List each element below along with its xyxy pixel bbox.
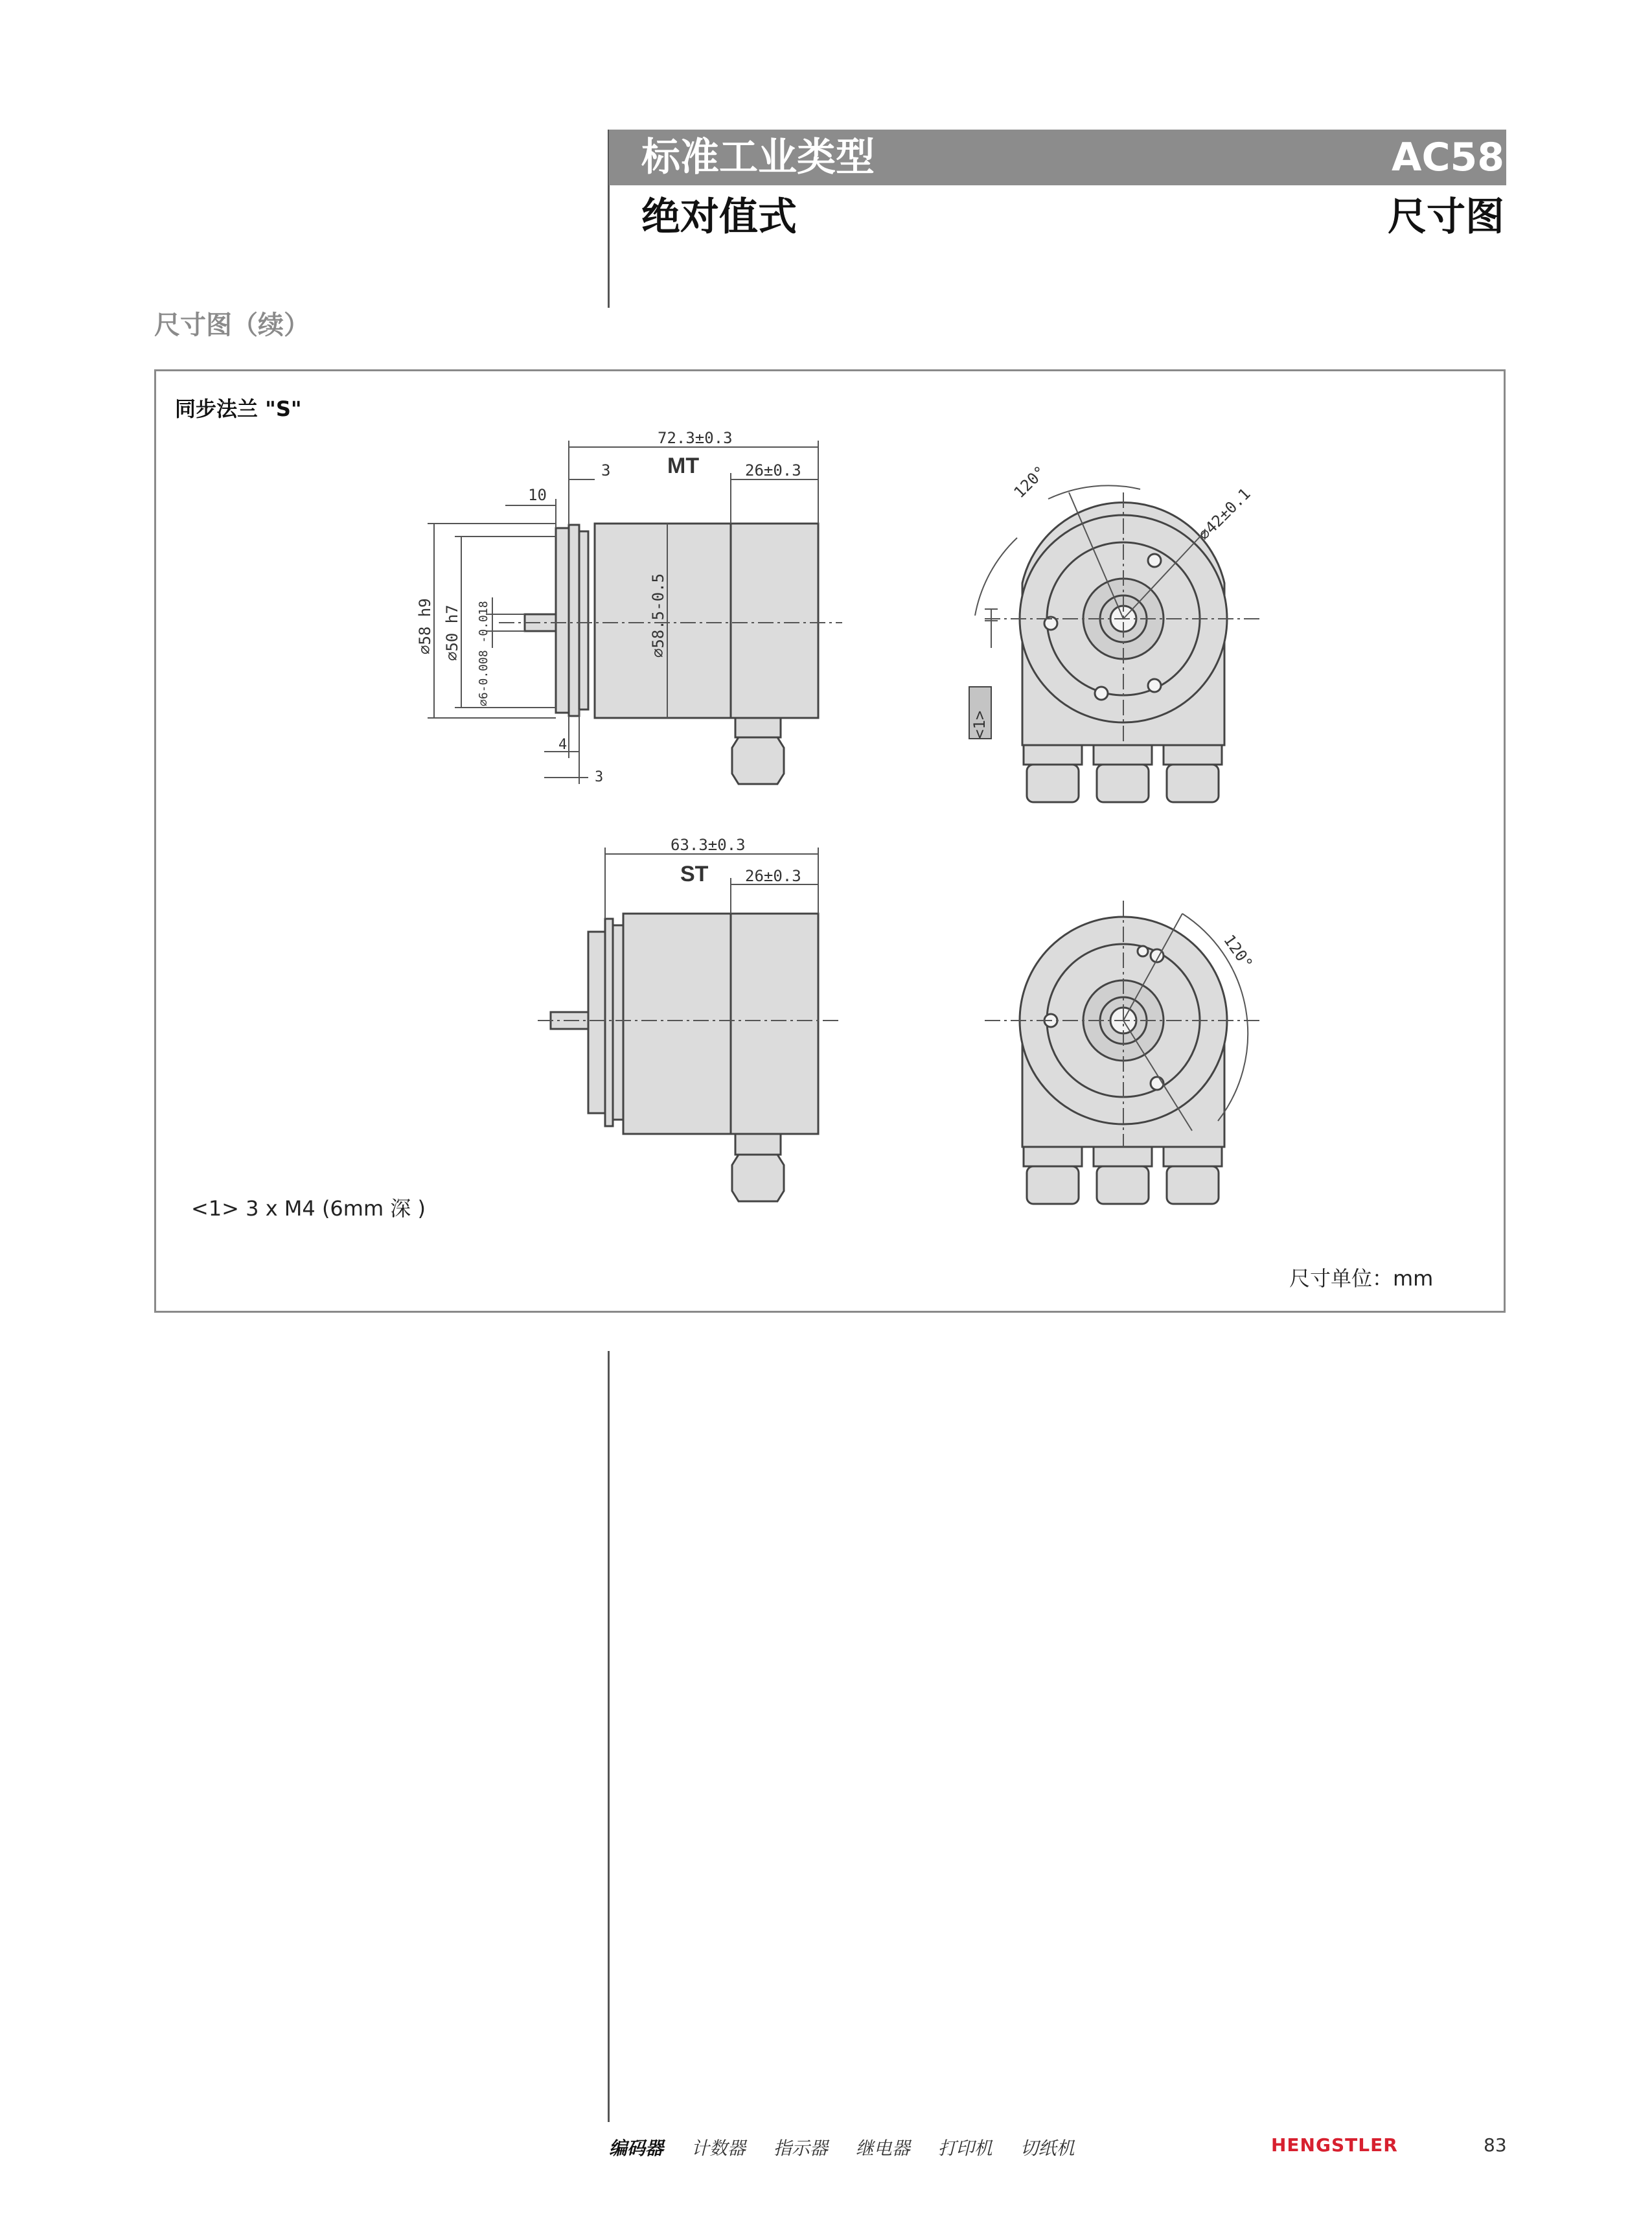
section-title: 尺寸图（续） <box>154 310 310 340</box>
front-ref-label: <1> <box>970 710 989 739</box>
mt-step4-label: 4 <box>558 737 568 753</box>
mt-step3-label: 3 <box>595 769 604 785</box>
footer-link-indicator[interactable]: 指示器 <box>773 2138 828 2159</box>
figure-title: 同步法兰 "S" <box>175 397 302 421</box>
mt-dia-shaft-label: ⌀6-0.008 -0.018 <box>477 601 490 706</box>
st-length-label: 63.3±0.3 <box>671 836 746 854</box>
footer-link-relay[interactable]: 继电器 <box>855 2138 910 2159</box>
mt-variant-label: MT <box>667 454 700 478</box>
mt-gap-label: 3 <box>601 461 611 479</box>
mt-length-label: 72.3±0.3 <box>658 429 733 447</box>
mt-dia-flange-label: ⌀58 h9 <box>416 598 434 654</box>
st-cap-label: 26±0.3 <box>745 867 801 885</box>
mt-shaft-len-label: 10 <box>528 486 547 504</box>
front-pcd-label: ⌀42±0.1 <box>1195 484 1254 544</box>
brand-logo: HENGSTLER <box>1271 2134 1398 2156</box>
mt-cap-label: 26±0.3 <box>745 461 801 479</box>
footer-link-counter[interactable]: 计数器 <box>691 2138 746 2159</box>
footer-link-printer[interactable]: 打印机 <box>937 2138 992 2159</box>
footer-link-encoder[interactable]: 编码器 <box>609 2138 664 2159</box>
mt-dia-body-label: ⌀58.5-0.5 <box>649 573 667 658</box>
footnote-thread: <1> 3 x M4 (6mm 深 ) <box>191 1196 426 1221</box>
footer-nav <box>609 2134 1097 2160</box>
unit-label: 尺寸单位：mm <box>1289 1266 1434 1291</box>
header-type: 绝对值式 <box>641 194 797 240</box>
header-category: 标准工业类型 <box>641 135 875 180</box>
header-section: 尺寸图 <box>1388 194 1504 240</box>
header-model: AC58 <box>1392 135 1504 180</box>
front-angle-top: 120° <box>1010 462 1050 502</box>
st-variant-label: ST <box>680 862 709 886</box>
page-number: 83 <box>1484 2134 1507 2156</box>
footer-link-cutter[interactable]: 切纸机 <box>1020 2138 1075 2159</box>
st-side-view <box>551 914 818 1201</box>
mt-dia-spigot-label: ⌀50 h7 <box>443 605 461 661</box>
front-angle-bottom: 120° <box>1220 931 1257 973</box>
